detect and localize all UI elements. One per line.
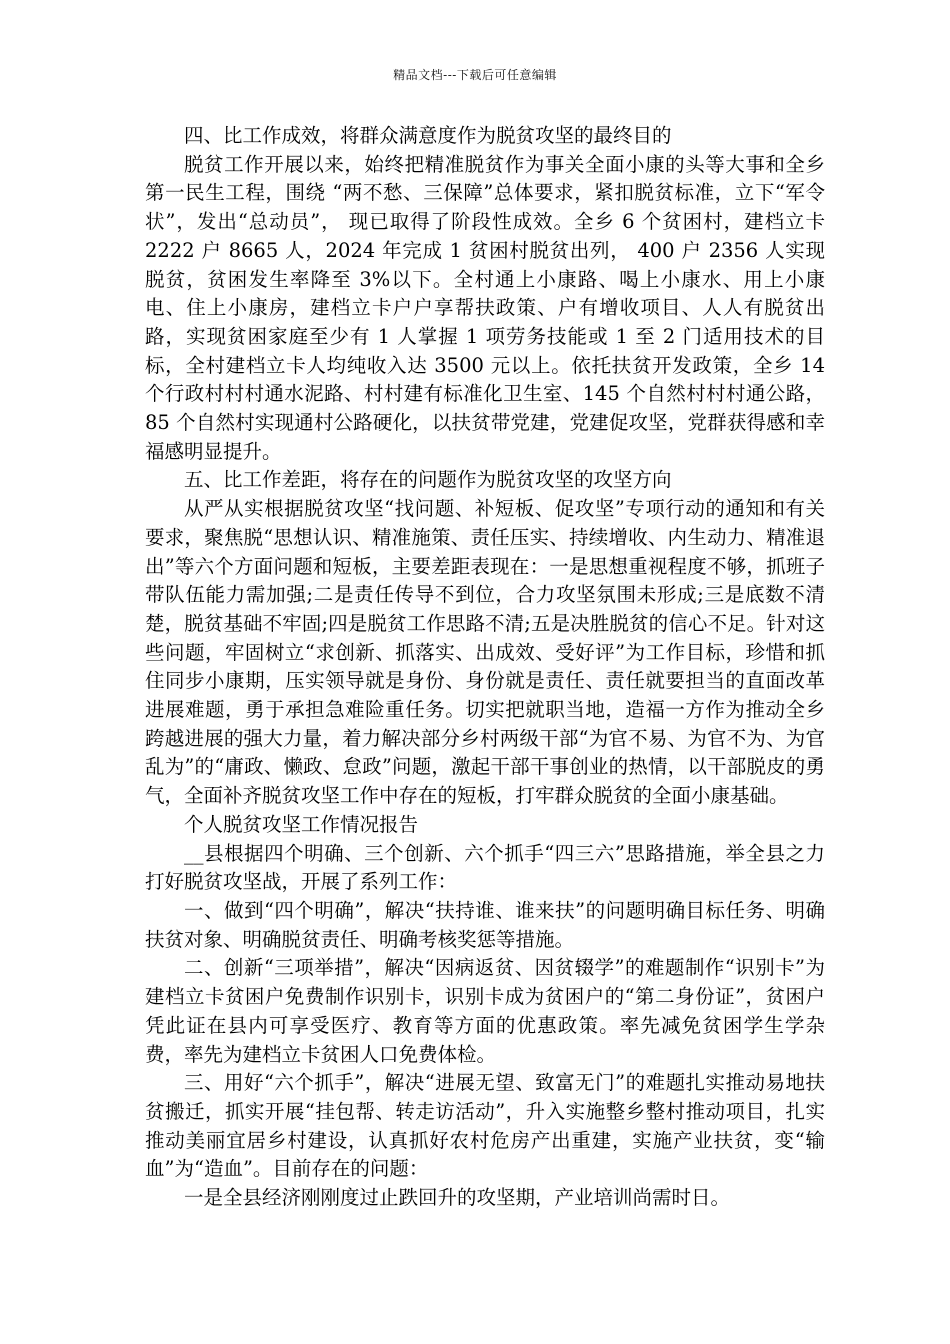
paragraph-six-handles: 三、用好“六个抓手”，解决“进展无望、致富无门”的难题扎实推动易地扶贫搬迁，抓实开展“挂包帮、转走访活动”，升入实施整乡整村推动项目，扎实推动美丽宜居乡村建设，认真抓好农村危房产出重建，实施产业扶贫，变“输血”为“造血”。目前存在的问题： <box>145 1071 825 1181</box>
paragraph-results: 脱贫工作开展以来，始终把精准脱贫作为事关全面小康的头等大事和全乡第一民生工程，围绕 “两不愁、三保障”总体要求，紧扣脱贫标准，立下“军令状”，发出“总动员”， 现已取得了阶段性成效。全乡 6 个贫困村，建档立卡 2222 户 8665 人，2024 年完成 1 贫困村脱贫出列， 400 户 2356 人实现脱贫，贫困发生率降至 3%以下。全村通上小康路、喝上小康水、用上小康电、住上小康房，建档立卡户户享帮扶政策、户有增收项目、人人有脱贫出路，实现贫困家庭至少有 1 人掌握 1 项劳务技能或 1 至 2 门适用技术的目标，全村建档立卡人均纯收入达 3500 元以上。依托扶贫开发政策，全乡 14 个行政村村村通水泥路、村村建有标准化卫生室、145 个自然村村村通公路，85 个自然村实现通村公路硬化，以扶贫带党建，党建促攻坚，党群获得感和幸福感明显提升。 <box>145 152 825 463</box>
paragraph-gaps: 从严从实根据脱贫攻坚“找问题、补短板、促攻坚”专项行动的通知和有关要求，聚焦脱“思想认识、精准施策、责任压实、持续增收、内生动力、精准退出”等六个方面问题和短板，主要差距表现在：一是思想重视程度不够，抓班子带队伍能力需加强;二是责任传导不到位，合力攻坚氛围未形成;三是底数不清楚，脱贫基础不牢固;四是脱贫工作思路不清;五是决胜脱贫的信心不足。针对这些问题，牢固树立“求创新、抓落实、出成效、受好评”为工作目标，珍惜和抓住同步小康期，压实领导就是身份、身份就是责任、责任就要担当的直面改革进展难题，勇于承担急难险重任务。切实把就职当地，造福一方作为推动全乡跨越进展的强大力量，着力解决部分乡村两级干部“为官不易、为官不为、为官乱为”的“庸政、懒政、怠政”问题，激起干部干事创业的热情，以干部脱皮的勇气，全面补齐脱贫攻坚工作中存在的短板，打牢群众脱贫的全面小康基础。 <box>145 497 825 808</box>
report-title: 个人脱贫攻坚工作情况报告 <box>184 812 419 836</box>
paragraph-three-measures: 二、创新“三项举措”，解决“因病返贫、因贫辍学”的难题制作“识别卡”为建档立卡贫困户免费制作识别卡，识别卡成为贫困户的“第二身份证”，贫困户凭此证在县内可享受医疗、教育等方面的优惠政策。率先减免贫困学生学杂费，率先为建档立卡贫困人口免费体检。 <box>145 956 825 1066</box>
section-heading-4: 四、比工作成效，将群众满意度作为脱贫攻坚的最终目的 <box>184 124 672 147</box>
section-heading-5: 五、比工作差距，将存在的问题作为脱贫攻坚的攻坚方向 <box>184 468 672 492</box>
paragraph-county-intro: __县根据四个明确、三个创新、六个抓手“四三六”思路措施，举全县之力打好脱贫攻坚战，开展了系列工作： <box>145 841 825 894</box>
document-body <box>145 122 825 1213</box>
page-header: 精品文档---下载后可任意编辑 <box>393 68 557 82</box>
paragraph-problem-1: 一是全县经济刚刚度过止跌回升的攻坚期，产业培训尚需时日。 <box>184 1186 731 1210</box>
paragraph-four-clarities: 一、做到“四个明确”，解决“扶持谁、谁来扶”的问题明确目标任务、明确扶贫对象、明确脱贫责任、明确考核奖惩等措施。 <box>145 898 825 951</box>
